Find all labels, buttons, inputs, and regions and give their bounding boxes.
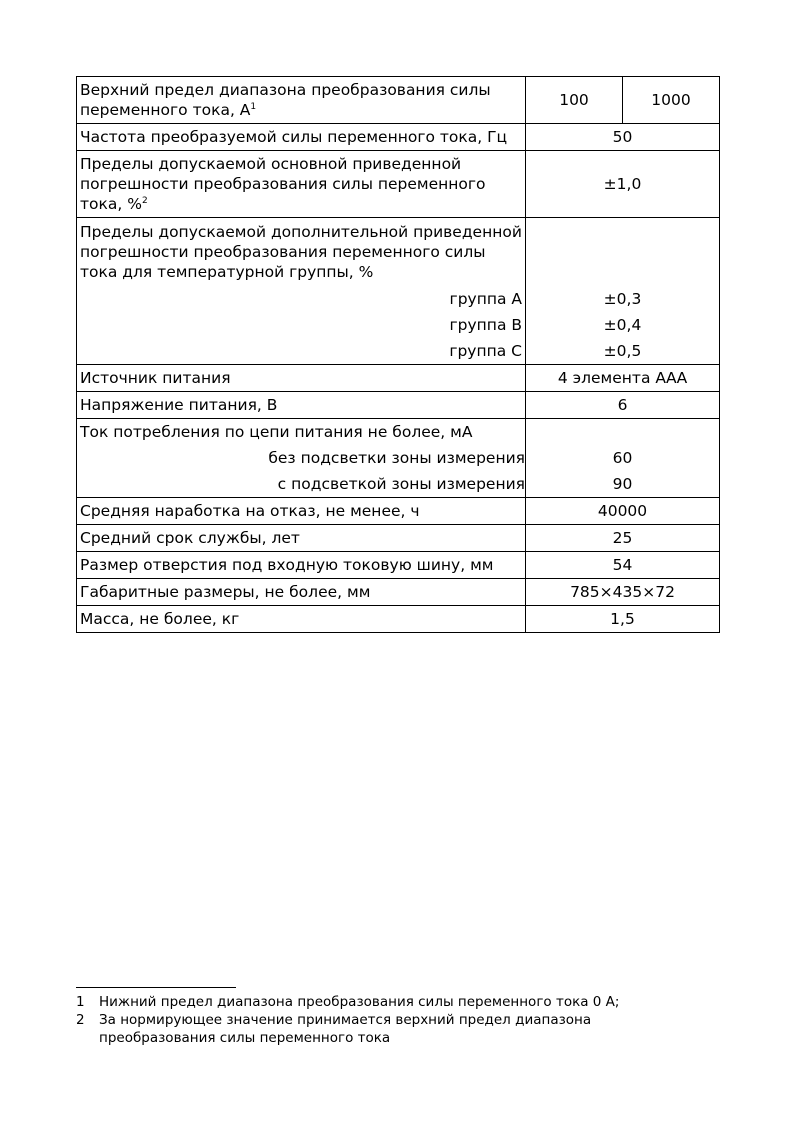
basic-error-value: ±1,0 xyxy=(526,151,720,218)
with-backlight-value: 90 xyxy=(526,471,720,498)
row-power-source xyxy=(77,365,720,392)
power-source-label: Источник питания xyxy=(77,365,526,392)
group-a-label: группа А xyxy=(77,286,526,312)
supply-voltage-value: 6 xyxy=(526,392,720,419)
dimensions-value: 785×435×72 xyxy=(526,579,720,606)
row-group-a xyxy=(77,286,720,312)
row-group-c xyxy=(77,338,720,365)
with-backlight-label: с подсветкой зоны измерения xyxy=(77,471,526,498)
upper-limit-value-2: 1000 xyxy=(623,77,720,124)
mtbf-label: Средняя наработка на отказ, не менее, ч xyxy=(77,498,526,525)
additional-error-empty-cell xyxy=(526,218,720,287)
current-consumption-empty-cell xyxy=(526,419,720,446)
group-c-value: ±0,5 xyxy=(526,338,720,365)
row-frequency xyxy=(77,124,720,151)
upper-limit-value-1: 100 xyxy=(526,77,623,124)
footnote-2-number: 2 xyxy=(76,1012,85,1028)
footnote-separator xyxy=(76,987,236,988)
group-b-label: группа В xyxy=(77,312,526,338)
row-mtbf xyxy=(77,498,720,525)
frequency-value: 50 xyxy=(526,124,720,151)
mtbf-value: 40000 xyxy=(526,498,720,525)
service-life-value: 25 xyxy=(526,525,720,552)
mass-label: Масса, не более, кг xyxy=(77,606,526,633)
dimensions-label: Габаритные размеры, не более, мм xyxy=(77,579,526,606)
row-current-consumption xyxy=(77,419,720,446)
footnote-ref-1: 1 xyxy=(250,102,257,112)
hole-size-label: Размер отверстия под входную токовую шину, мм xyxy=(77,552,526,579)
footnote-1 xyxy=(76,993,676,1011)
row-additional-error xyxy=(77,218,720,287)
row-mass xyxy=(77,606,720,633)
footnote-2-text: За нормирующее значение принимается верхний предел диапазона преобразования силы переменного тока xyxy=(99,1012,592,1046)
row-no-backlight xyxy=(77,445,720,471)
basic-error-label: Пределы допускаемой основной приведенной погрешности преобразования силы переменного тока, % xyxy=(80,155,486,213)
row-supply-voltage xyxy=(77,392,720,419)
group-b-value: ±0,4 xyxy=(526,312,720,338)
row-group-b xyxy=(77,312,720,338)
power-source-value: 4 элемента ААА xyxy=(526,365,720,392)
row-service-life xyxy=(77,525,720,552)
additional-error-label: Пределы допускаемой дополнительной приведенной погрешности преобразования переменного силы тока для температурной группы, % xyxy=(77,218,526,287)
upper-limit-label-cell xyxy=(77,77,526,124)
row-hole-size xyxy=(77,552,720,579)
hole-size-value: 54 xyxy=(526,552,720,579)
basic-error-label-cell xyxy=(77,151,526,218)
footnotes xyxy=(76,993,676,1047)
group-a-value: ±0,3 xyxy=(526,286,720,312)
no-backlight-value: 60 xyxy=(526,445,720,471)
footnote-1-number: 1 xyxy=(76,994,85,1010)
row-basic-error xyxy=(77,151,720,218)
footnote-2 xyxy=(76,1011,676,1047)
upper-limit-label: Верхний предел диапазона преобразования силы переменного тока, А xyxy=(80,81,491,119)
no-backlight-label: без подсветки зоны измерения xyxy=(77,445,526,471)
service-life-label: Средний срок службы, лет xyxy=(77,525,526,552)
current-consumption-label: Ток потребления по цепи питания не более, мА xyxy=(77,419,526,446)
group-c-label: группа С xyxy=(77,338,526,365)
mass-value: 1,5 xyxy=(526,606,720,633)
frequency-label: Частота преобразуемой силы переменного тока, Гц xyxy=(77,124,526,151)
supply-voltage-label: Напряжение питания, В xyxy=(77,392,526,419)
specifications-table xyxy=(76,76,720,633)
row-upper-limit xyxy=(77,77,720,124)
footnote-1-text: Нижний предел диапазона преобразования силы переменного тока 0 А; xyxy=(99,994,620,1010)
footnote-ref-2: 2 xyxy=(141,196,148,206)
row-dimensions xyxy=(77,579,720,606)
row-with-backlight xyxy=(77,471,720,498)
